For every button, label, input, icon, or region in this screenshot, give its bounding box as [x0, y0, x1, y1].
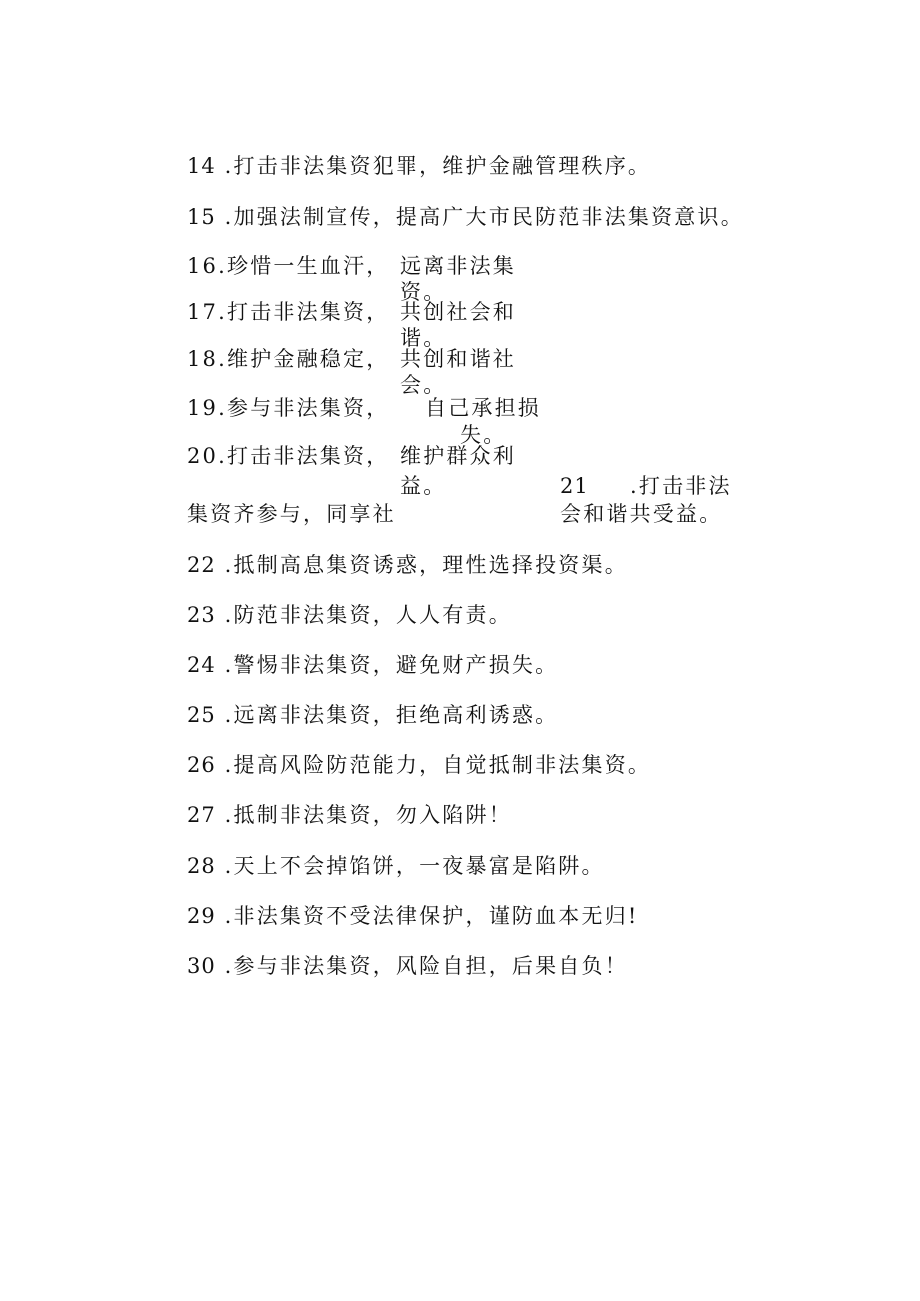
slogan-text: .打击非法集资犯罪，维护金融管理秩序。 — [224, 154, 652, 178]
slogan-23 — [187, 605, 512, 626]
slogan-21-number: 21 — [560, 474, 589, 498]
slogan-17-part2: 共创社会和 — [400, 300, 516, 324]
slogan-text: .抵制高息集资诱惑，理性选择投资渠。 — [224, 553, 628, 577]
slogan-15 — [187, 207, 744, 228]
slogan-number: 15 — [187, 205, 216, 229]
slogan-16-part3: 资。 — [400, 280, 447, 304]
slogan-25 — [187, 705, 558, 726]
slogan-21-part3: 会和谐共受益。 — [560, 502, 723, 526]
slogan-28 — [187, 856, 605, 877]
slogan-14 — [187, 156, 651, 177]
slogan-16-part2: 远离非法集 — [400, 254, 516, 278]
slogan-text: .提高风险防范能力，自觉抵制非法集资。 — [224, 753, 652, 777]
slogan-18-part3: 会。 — [400, 373, 447, 397]
slogan-number: 29 — [187, 904, 216, 928]
slogan-22 — [187, 555, 628, 576]
slogan-21-part1: .打击非法 — [630, 474, 732, 498]
slogan-number: 24 — [187, 653, 216, 677]
slogan-18-part1: 18.维护金融稳定， — [187, 347, 390, 371]
slogan-20-part1: 20.打击非法集资， — [187, 444, 390, 468]
slogan-27 — [187, 805, 512, 826]
slogan-18-part2: 共创和谐社 — [400, 347, 516, 371]
slogan-number: 28 — [187, 854, 216, 878]
slogan-26 — [187, 755, 651, 776]
slogan-24 — [187, 655, 558, 676]
slogan-number: 27 — [187, 803, 216, 827]
slogan-text: .远离非法集资，拒绝高利诱惑。 — [224, 703, 559, 727]
slogan-30 — [187, 956, 628, 977]
slogan-number: 25 — [187, 703, 216, 727]
slogan-19-part3: 失。 — [460, 423, 507, 447]
slogan-text: .抵制非法集资，勿入陷阱！ — [224, 803, 512, 827]
slogan-number: 23 — [187, 603, 216, 627]
slogan-number: 14 — [187, 154, 216, 178]
slogan-29 — [187, 906, 639, 927]
slogan-number: 26 — [187, 753, 216, 777]
slogan-text: .防范非法集资，人人有责。 — [224, 603, 512, 627]
slogan-17-part1: 17.打击非法集资， — [187, 300, 390, 324]
slogan-20-part3: 益。 — [400, 474, 447, 498]
slogan-text: .参与非法集资，风险自担，后果自负！ — [224, 954, 628, 978]
slogan-text: .加强法制宣传，提高广大市民防范非法集资意识。 — [224, 205, 744, 229]
slogan-number: 30 — [187, 954, 216, 978]
slogan-21-part2: 集资齐参与，同享社 — [187, 502, 396, 526]
slogan-17-part3: 谐。 — [400, 326, 447, 350]
slogan-text: .非法集资不受法律保护，谨防血本无归! — [224, 904, 639, 928]
slogan-text: .天上不会掉馅饼，一夜暴富是陷阱。 — [224, 854, 605, 878]
slogan-20-part2: 维护群众利 — [400, 444, 516, 468]
slogan-text: .警惕非法集资，避免财产损失。 — [224, 653, 559, 677]
slogan-19-part2: 自己承担损 — [425, 396, 541, 420]
slogan-16-part1: 16.珍惜一生血汗， — [187, 254, 390, 278]
slogan-19-part1: 19.参与非法集资， — [187, 396, 390, 420]
slogan-number: 22 — [187, 553, 216, 577]
